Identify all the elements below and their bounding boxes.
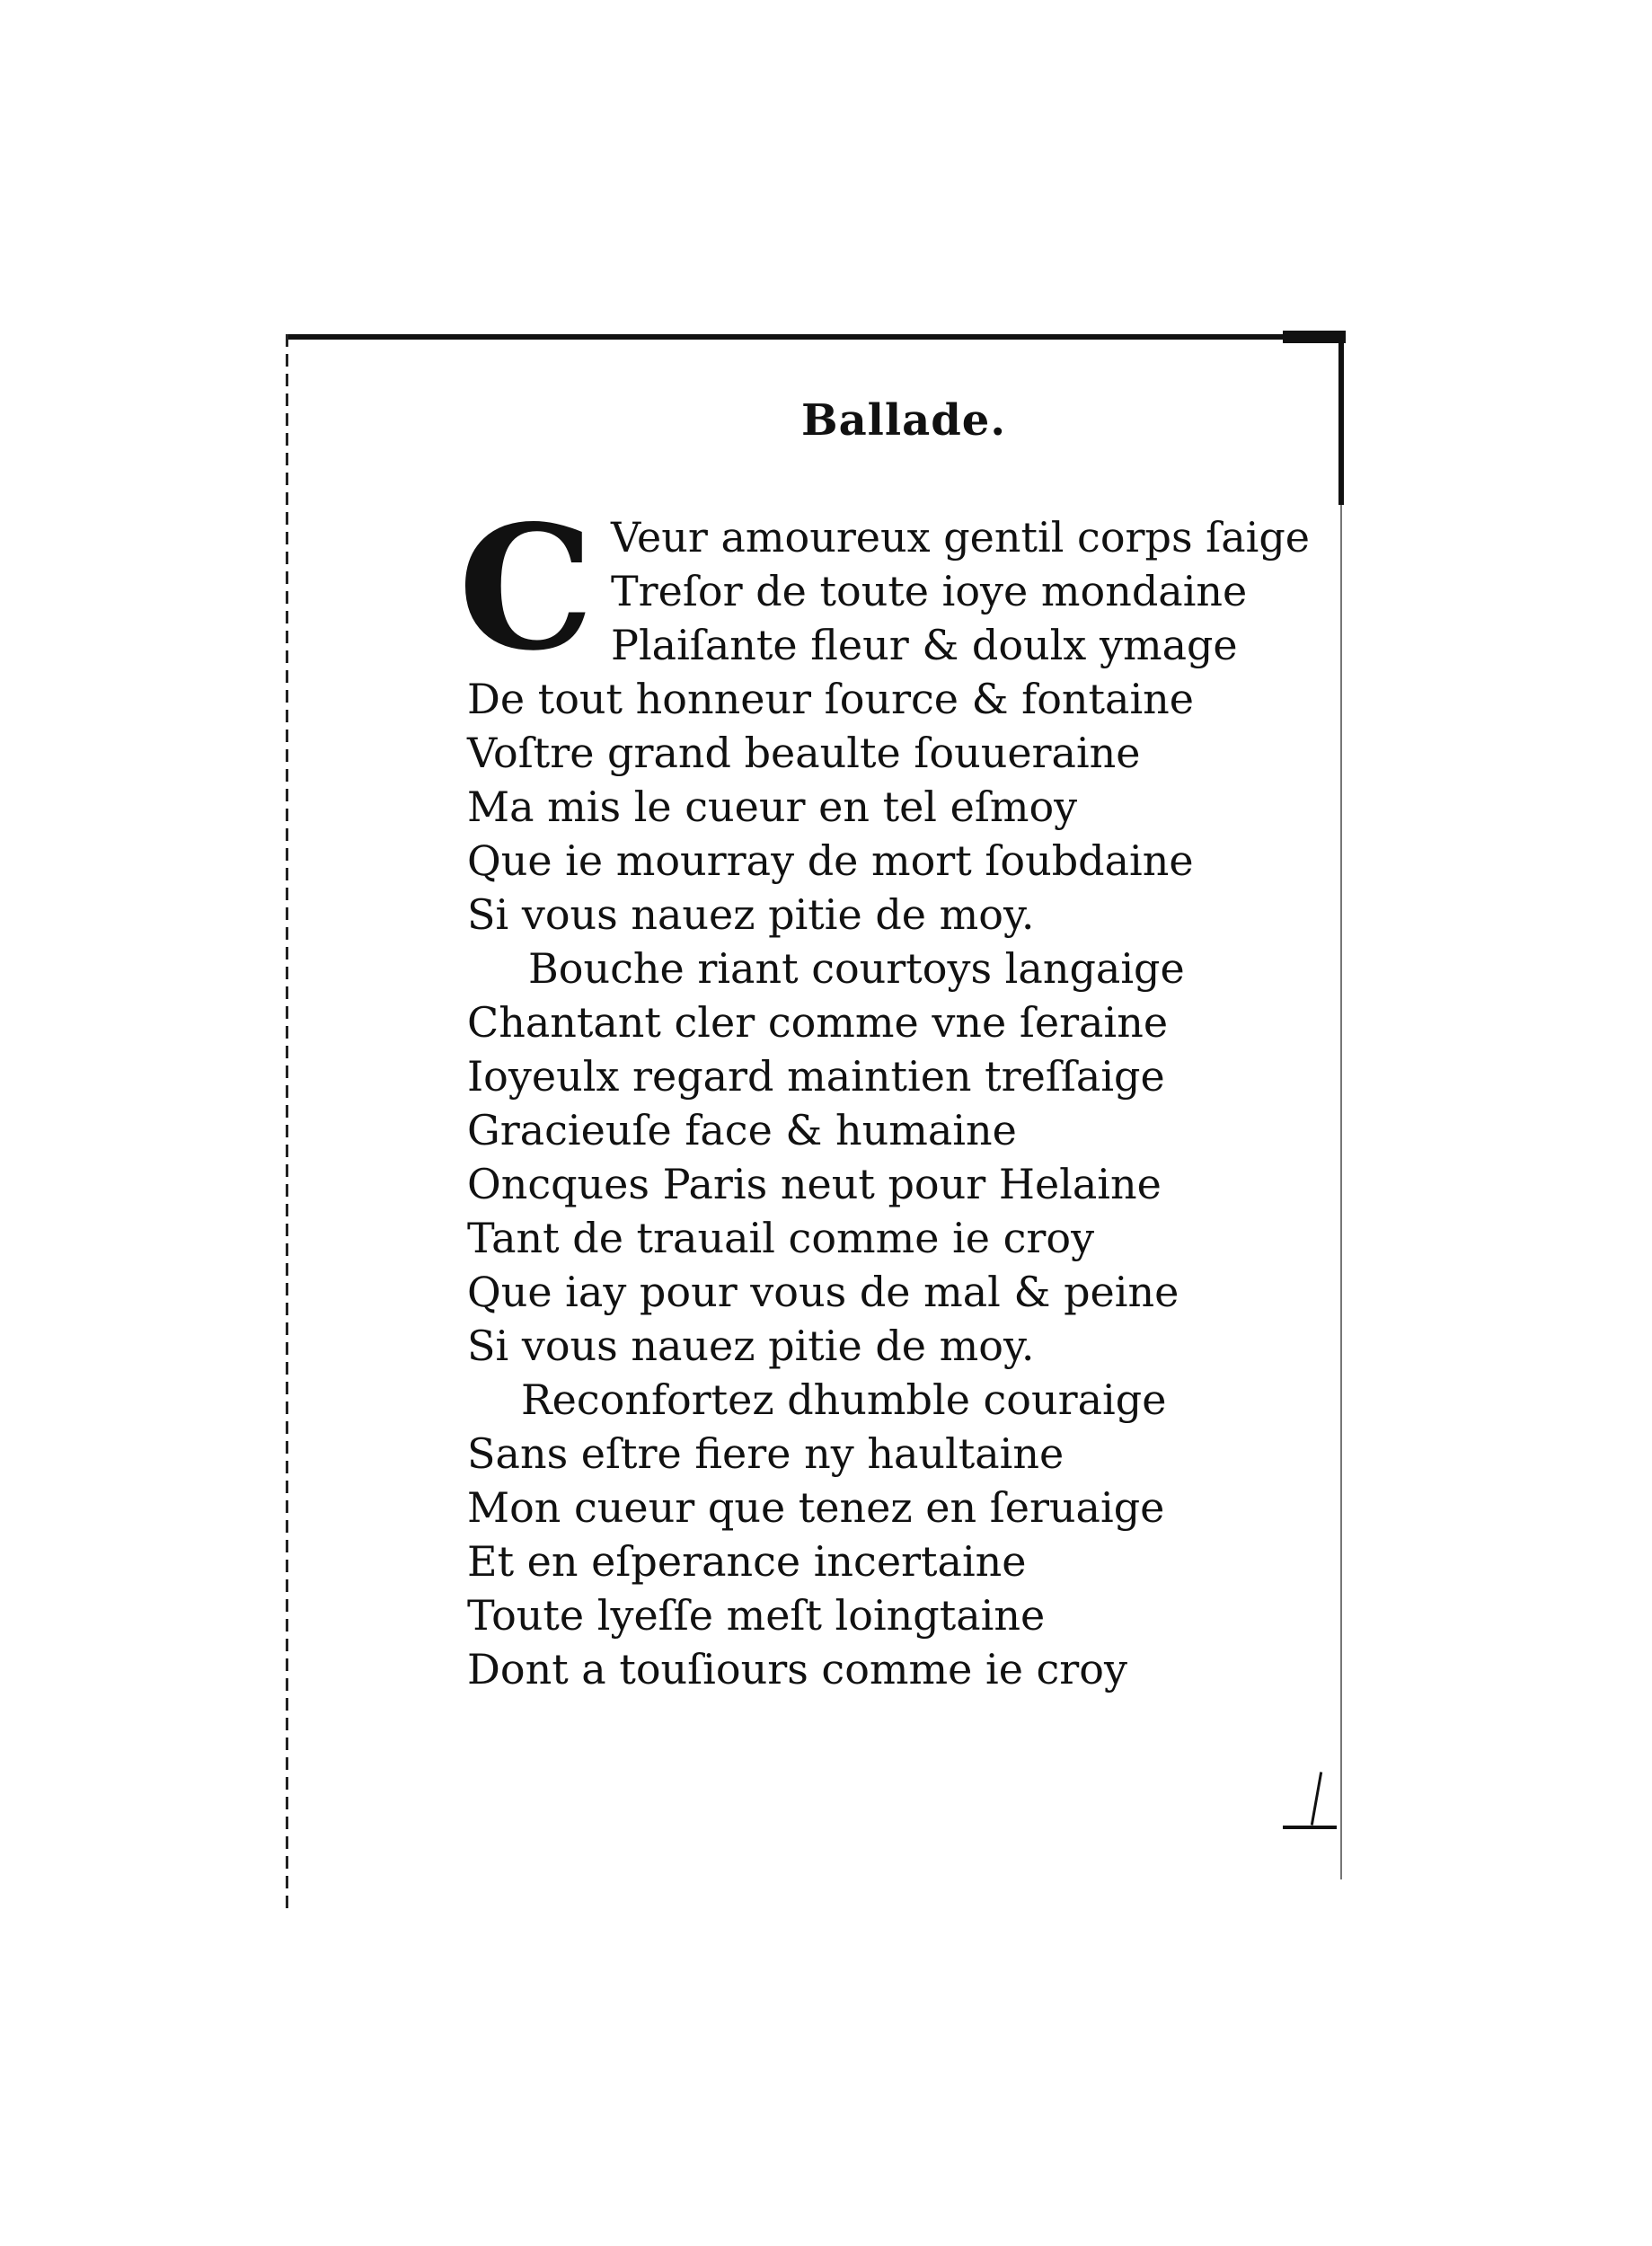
verse-line: Mon cueur que tenez en ſeruaige	[467, 1483, 1165, 1532]
verse-line: Oncques Paris neut pour Helaine	[467, 1160, 1162, 1208]
verse-line: Treſor de toute ioye mondaine	[611, 567, 1248, 615]
verse-line: Sans eſtre fiere ny haultaine	[467, 1429, 1065, 1478]
verse-line: Chantant cler comme vne ſeraine	[467, 998, 1169, 1047]
verse-line: Bouche riant courtoys langaige	[528, 944, 1185, 993]
verse-line: Gracieuſe face & humaine	[467, 1106, 1017, 1154]
verse-line: Si vous nauez pitie de moy.	[467, 1322, 1035, 1370]
verse-line: Veur amoureux gentil corps ſaige	[611, 513, 1311, 562]
verse-line: Ma mis le cueur en tel eſmoy	[467, 783, 1078, 831]
verse-line: Que ie mourray de mort ſoubdaine	[467, 836, 1194, 885]
verse-line: Et en eſperance incertaine	[467, 1537, 1027, 1586]
verse-line: Plaiſante fleur & doulx ymage	[611, 621, 1238, 669]
verse-line: Reconfortez dhumble couraige	[521, 1375, 1167, 1424]
verse-line: Si vous nauez pitie de moy.	[467, 890, 1035, 939]
verse-line: Toute lyeſſe meſt loingtaine	[467, 1591, 1046, 1640]
drop-cap-initial: C	[458, 488, 595, 688]
verse-line: Ioyeulx regard maintien treſſaige	[467, 1052, 1165, 1101]
verse-line: Dont a touſiours comme ie croy	[467, 1645, 1127, 1693]
verse-line: Voſtre grand beaulte ſouueraine	[467, 729, 1141, 777]
verse-line: Que iay pour vous de mal & peine	[467, 1268, 1179, 1316]
poem-title: Ballade.	[801, 395, 1007, 446]
verse-line: De tout honneur ſource & fontaine	[467, 675, 1194, 723]
verse-line: Tant de trauail comme ie croy	[467, 1214, 1095, 1262]
